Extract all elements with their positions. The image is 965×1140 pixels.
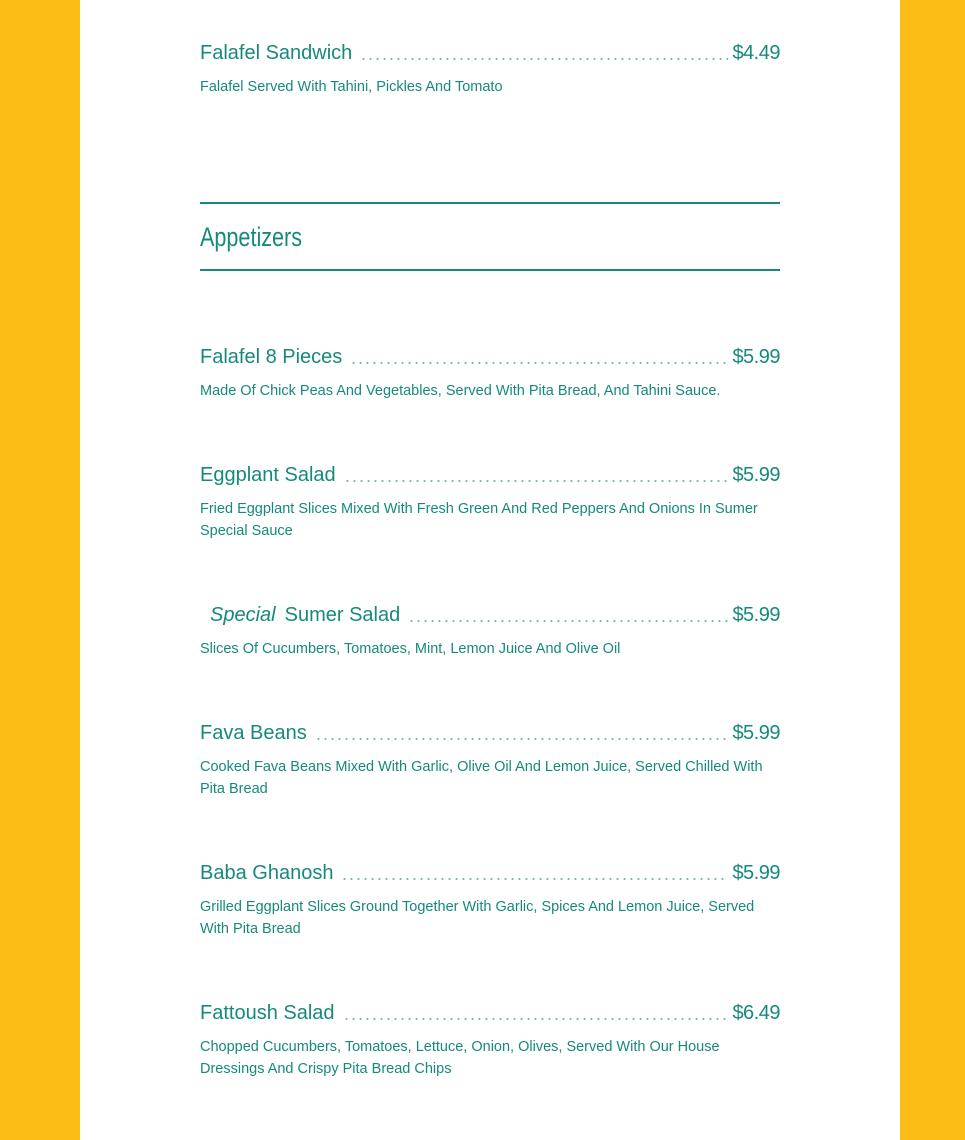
menu-item-name: Fattoush Salad [200, 1002, 335, 1024]
menu-item-header [200, 460, 780, 490]
menu-item-description: Cooked Fava Beans Mixed With Garlic, Olive Oil And Lemon Juice, Served Chilled With Pita Bread [200, 759, 763, 797]
menu-item-header [200, 38, 780, 68]
menu-item-description: Grilled Eggplant Slices Ground Together With Garlic, Spices And Lemon Juice, Served With Pita Bread [200, 899, 755, 937]
menu-item-falafel-8-pieces [200, 342, 780, 402]
menu-item-description: Fried Eggplant Slices Mixed With Fresh Green And Red Peppers And Onions In Sumer Special Sauce [200, 501, 758, 539]
dotted-leader [343, 1018, 729, 1020]
section-title-appetizers: Appetizers [200, 222, 303, 252]
menu-item-name: Baba Ghanosh [200, 862, 334, 884]
menu-item-name: Falafel Sandwich [200, 42, 353, 64]
menu-item-eggplant-salad [200, 460, 780, 542]
dotted-leader [315, 738, 729, 740]
menu-item-header [200, 342, 780, 372]
menu-item-description: Chopped Cucumbers, Tomatoes, Lettuce, Onion, Olives, Served With Our House Dressings And Crispy Pita Bread Chips [200, 1039, 720, 1077]
menu-item-name: Sumer Salad [284, 604, 401, 626]
menu-item-baba-ghanosh [200, 858, 780, 940]
menu-item-price: $5.99 [732, 722, 780, 744]
menu-item-name: Falafel 8 Pieces [200, 346, 343, 368]
menu-item-name: Eggplant Salad [200, 464, 336, 486]
dotted-leader [360, 58, 728, 60]
menu-item-header [200, 718, 780, 748]
dotted-leader [350, 362, 728, 364]
menu-item-price: $4.49 [732, 42, 780, 64]
menu-item-price: $5.99 [732, 346, 780, 368]
menu-item-description: Made Of Chick Peas And Vegetables, Served With Pita Bread, And Tahini Sauce. [200, 383, 721, 399]
menu-item-header [200, 998, 780, 1028]
menu-page [80, 0, 900, 1140]
menu-item-header [200, 858, 780, 888]
menu-item-falafel-sandwich [200, 38, 780, 98]
section-top-rule [200, 202, 780, 204]
menu-item-fava-beans [200, 718, 780, 800]
menu-item-description: Falafel Served With Tahini, Pickles And Tomato [200, 79, 503, 95]
menu-item-price: $5.99 [732, 604, 780, 626]
dotted-leader [408, 620, 728, 622]
special-label: Special [210, 604, 276, 626]
menu-item-fattoush-salad [200, 998, 780, 1080]
section-bottom-rule [200, 269, 780, 271]
menu-item-name: Fava Beans [200, 722, 307, 744]
menu-item-sumer-salad [200, 600, 780, 660]
menu-item-price: $5.99 [732, 464, 780, 486]
dotted-leader [341, 878, 728, 880]
menu-item-price: $5.99 [732, 862, 780, 884]
menu-item-price: $6.49 [732, 1002, 780, 1024]
menu-item-description: Slices Of Cucumbers, Tomatoes, Mint, Lemon Juice And Olive Oil [200, 641, 621, 657]
menu-item-header [200, 600, 780, 630]
dotted-leader [344, 480, 729, 482]
